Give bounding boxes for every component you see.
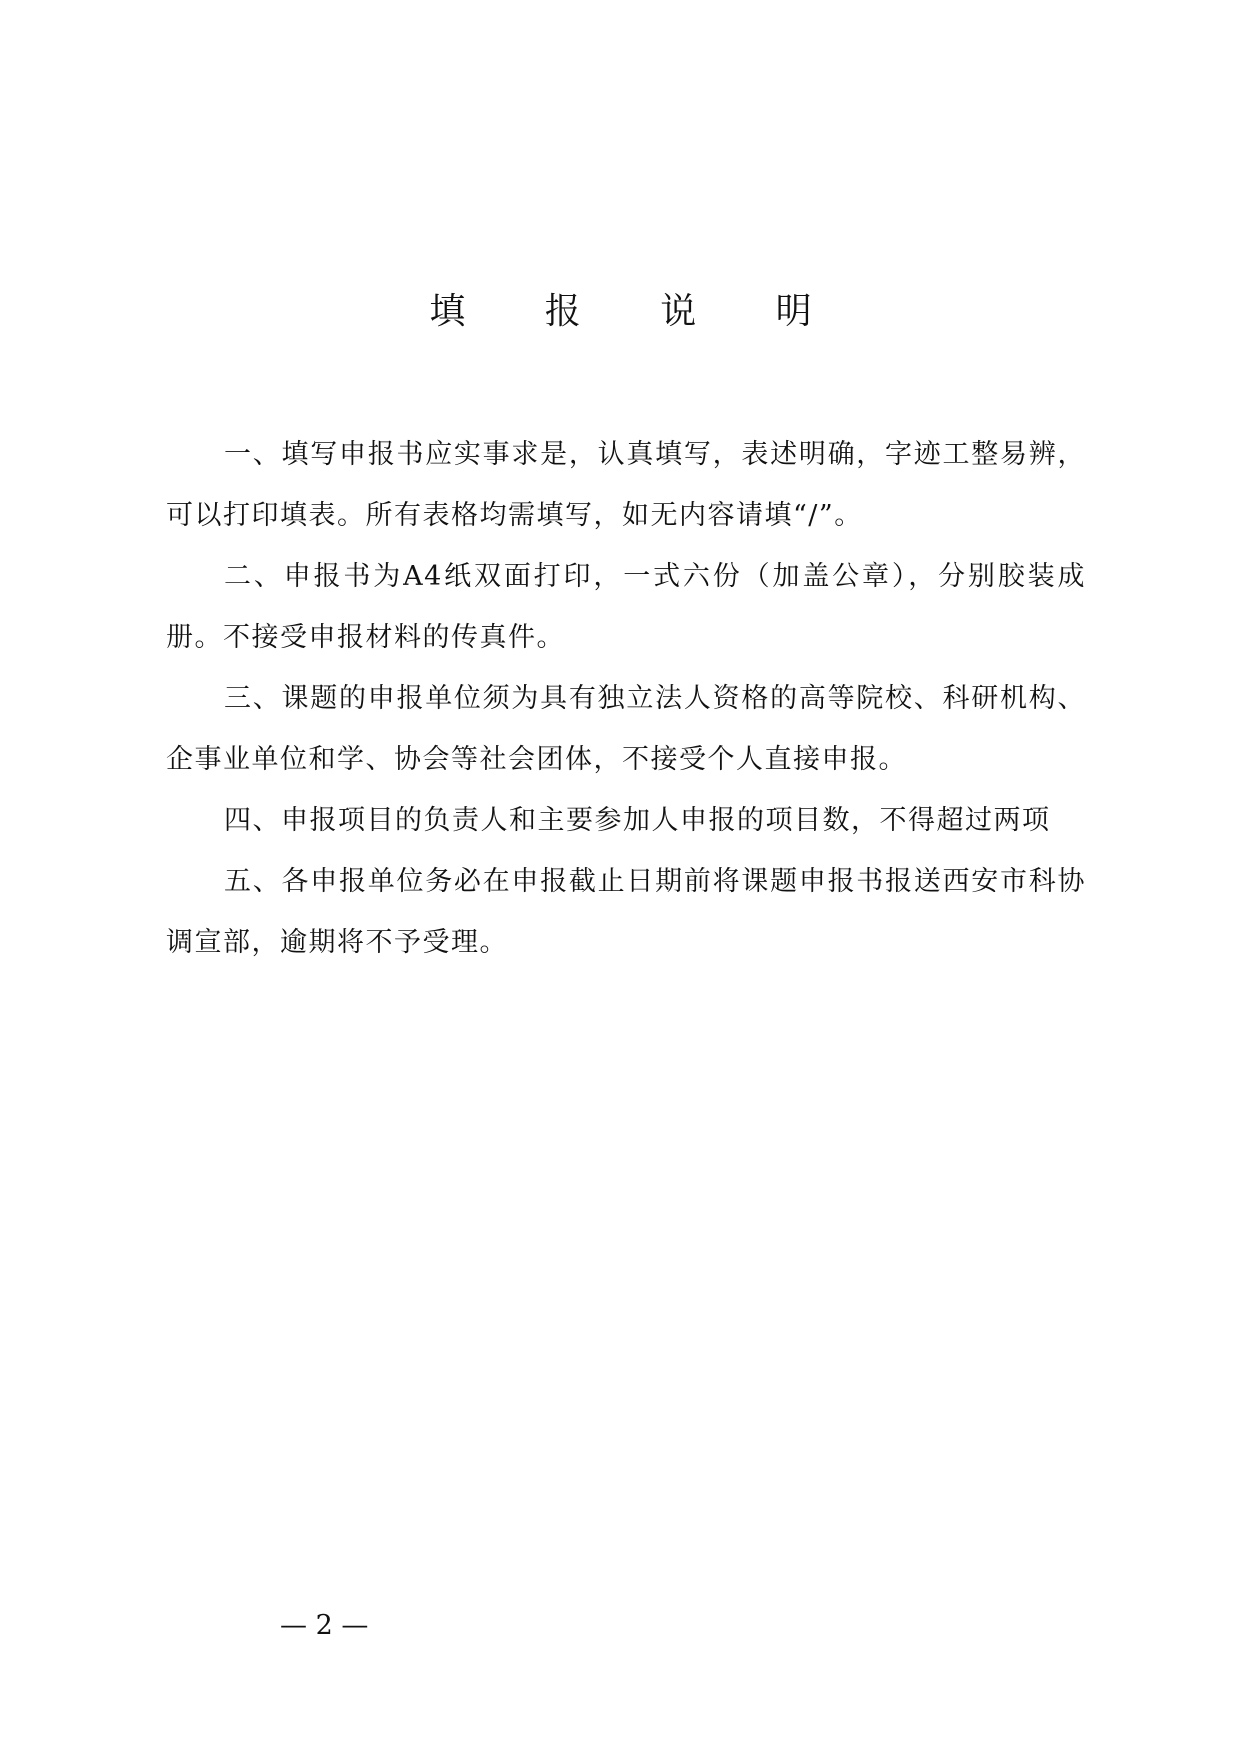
instruction-paragraph-3: 三、课题的申报单位须为具有独立法人资格的高等院校、科研机构、企事业单位和学、协会等社会团体，不接受个人直接申报。 bbox=[166, 683, 1086, 775]
instruction-paragraph-1: 一、填写申报书应实事求是，认真填写，表述明确，字迹工整易辨，可以打印填表。所有表格均需填写，如无内容请填“/”。 bbox=[166, 439, 1086, 531]
instructions-body bbox=[166, 424, 1086, 973]
instruction-paragraph-4: 四、申报项目的负责人和主要参加人申报的项目数，不得超过两项 bbox=[224, 805, 1051, 836]
instruction-paragraph-5: 五、各申报单位务必在申报截止日期前将课题申报书报送西安市科协调宣部，逾期将不予受理。 bbox=[166, 866, 1086, 958]
page-number: — 2 — bbox=[280, 1610, 369, 1641]
instruction-paragraph-2: 二、申报书为A4纸双面打印，一式六份（加盖公章），分别胶装成册。不接受申报材料的传真件。 bbox=[166, 561, 1086, 653]
page-title: 填 报 说 明 bbox=[429, 291, 846, 332]
